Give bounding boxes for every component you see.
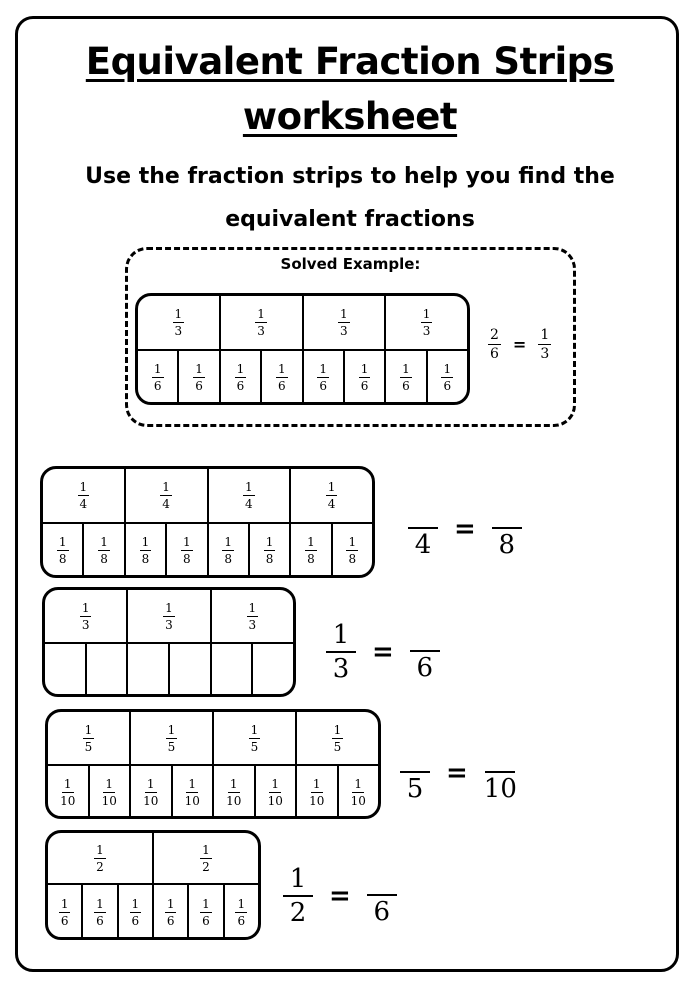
equation bbox=[326, 622, 440, 682]
denominator: 8 bbox=[182, 552, 191, 566]
solved-example-strip bbox=[135, 293, 470, 405]
numerator: 1 bbox=[167, 722, 176, 737]
blank-strip-cell bbox=[210, 644, 252, 696]
fraction-label bbox=[83, 724, 95, 753]
numerator: 1 bbox=[202, 896, 210, 911]
fraction-given bbox=[283, 866, 313, 926]
numerator: 1 bbox=[326, 622, 356, 653]
strip-cell bbox=[48, 885, 81, 939]
denominator: 3 bbox=[165, 617, 173, 632]
strip-cell bbox=[165, 524, 206, 577]
denominator: 8 bbox=[58, 552, 67, 566]
fraction-label bbox=[57, 536, 69, 565]
strip-cell bbox=[138, 296, 219, 349]
denominator: 3 bbox=[540, 346, 550, 362]
numerator: 1 bbox=[146, 776, 155, 791]
denominator: 3 bbox=[81, 617, 90, 632]
denominator: 6 bbox=[319, 379, 327, 393]
denominator: 10 bbox=[143, 793, 159, 808]
denominator: 2 bbox=[289, 898, 307, 928]
numerator: 1 bbox=[333, 722, 342, 737]
fraction-answer-blank bbox=[408, 500, 438, 558]
numerator: 1 bbox=[174, 307, 183, 321]
numerator: 1 bbox=[307, 535, 315, 549]
blank-strip-cell bbox=[45, 644, 85, 696]
strip-cell bbox=[343, 351, 384, 404]
fraction-given bbox=[538, 328, 551, 361]
numerator: 1 bbox=[141, 535, 150, 549]
fraction-label bbox=[173, 308, 185, 337]
fraction-label bbox=[400, 363, 412, 392]
denominator: 6 bbox=[166, 913, 175, 928]
numerator: 1 bbox=[277, 362, 286, 376]
fraction-label bbox=[222, 536, 234, 565]
strip-cell bbox=[187, 885, 222, 939]
denominator: 4 bbox=[327, 497, 336, 511]
fraction-label bbox=[332, 724, 344, 753]
numerator: 1 bbox=[182, 535, 191, 549]
numerator bbox=[410, 623, 440, 652]
fraction-label bbox=[130, 898, 142, 927]
denominator: 6 bbox=[402, 379, 410, 393]
strip-cell bbox=[124, 524, 165, 577]
fraction-label bbox=[243, 481, 255, 510]
strip-cell bbox=[212, 712, 295, 764]
numerator bbox=[408, 500, 438, 529]
fraction-label bbox=[255, 308, 267, 337]
numerator bbox=[485, 744, 515, 773]
fraction-label bbox=[359, 363, 371, 392]
fraction-label bbox=[346, 536, 358, 565]
strip-cell bbox=[223, 885, 258, 939]
strip-cell bbox=[210, 590, 293, 642]
denominator: 3 bbox=[174, 324, 183, 338]
numerator: 1 bbox=[283, 866, 313, 897]
denominator: 8 bbox=[141, 552, 150, 566]
strip-bottom-row bbox=[43, 522, 372, 577]
denominator: 8 bbox=[265, 552, 274, 566]
numerator: 1 bbox=[319, 362, 327, 376]
strip-top-row bbox=[43, 469, 372, 522]
denominator: 5 bbox=[333, 739, 342, 754]
numerator: 1 bbox=[237, 896, 246, 911]
numerator: 1 bbox=[312, 776, 321, 791]
fraction-strip-4 bbox=[45, 830, 261, 940]
fraction-label bbox=[185, 778, 200, 807]
strip-cell bbox=[248, 524, 289, 577]
numerator: 1 bbox=[96, 896, 104, 911]
fraction-label bbox=[249, 724, 261, 753]
strip-cell bbox=[43, 524, 82, 577]
fraction-label bbox=[421, 308, 433, 337]
strip-top-row bbox=[45, 590, 293, 642]
strip-cell bbox=[88, 766, 130, 818]
fraction-label bbox=[59, 898, 71, 927]
fraction-label bbox=[193, 363, 205, 392]
strip-cell bbox=[260, 351, 301, 404]
denominator: 10 bbox=[60, 793, 76, 808]
fraction-given bbox=[326, 622, 356, 682]
numerator: 1 bbox=[224, 535, 232, 549]
numerator: 1 bbox=[79, 480, 88, 494]
strip-cell bbox=[48, 766, 88, 818]
strip-cell bbox=[152, 833, 258, 883]
strip-cell bbox=[138, 351, 177, 404]
numerator bbox=[367, 867, 397, 896]
equals-sign: = bbox=[372, 637, 394, 667]
strip-cell bbox=[207, 524, 248, 577]
denominator: 5 bbox=[250, 739, 259, 754]
strip-cell bbox=[384, 351, 425, 404]
denominator: 6 bbox=[360, 379, 369, 393]
fraction-label bbox=[351, 778, 366, 807]
solved-example-label: Solved Example: bbox=[280, 255, 421, 273]
numerator: 1 bbox=[422, 307, 431, 321]
numerator bbox=[492, 500, 522, 529]
title-line-1: Equivalent Fraction Strips bbox=[85, 40, 615, 83]
strip-cell bbox=[289, 524, 330, 577]
denominator: 10 bbox=[184, 793, 200, 808]
numerator: 2 bbox=[490, 327, 499, 343]
strip-top-row bbox=[48, 712, 378, 764]
denominator: 6 bbox=[443, 379, 452, 393]
strip-cell bbox=[254, 766, 296, 818]
blank-strip-cell bbox=[85, 644, 127, 696]
numerator: 1 bbox=[348, 535, 357, 549]
strip-cell bbox=[129, 766, 171, 818]
fraction-label bbox=[309, 778, 324, 807]
fraction-label bbox=[264, 536, 276, 565]
numerator: 1 bbox=[100, 535, 108, 549]
numerator: 1 bbox=[63, 776, 72, 791]
fraction-label bbox=[163, 602, 175, 631]
denominator: 6 bbox=[490, 346, 499, 362]
fraction-label bbox=[60, 778, 75, 807]
numerator: 1 bbox=[443, 362, 452, 376]
denominator: 5 bbox=[167, 739, 176, 754]
equation bbox=[488, 328, 551, 361]
denominator: 6 bbox=[237, 913, 246, 928]
fraction-label bbox=[276, 363, 288, 392]
denominator: 6 bbox=[131, 913, 140, 928]
fraction-answer-blank bbox=[410, 623, 440, 681]
strip-cell bbox=[117, 885, 152, 939]
strip-cell bbox=[295, 766, 337, 818]
fraction-label bbox=[98, 536, 110, 565]
strip-bottom-row bbox=[45, 642, 293, 696]
denominator: 4 bbox=[79, 497, 88, 511]
denominator: 10 bbox=[483, 774, 517, 804]
numerator: 1 bbox=[81, 600, 90, 615]
fraction-label bbox=[80, 602, 92, 631]
strip-cell bbox=[212, 766, 254, 818]
fraction-label bbox=[140, 536, 152, 565]
denominator: 3 bbox=[340, 324, 348, 338]
denominator: 6 bbox=[96, 913, 104, 928]
strip-bottom-row bbox=[48, 764, 378, 818]
instructions-line-2: equivalent fractions bbox=[225, 207, 475, 232]
numerator: 1 bbox=[195, 362, 203, 376]
numerator: 1 bbox=[245, 480, 253, 494]
numerator: 1 bbox=[248, 600, 257, 615]
denominator: 5 bbox=[406, 774, 424, 804]
fraction-label bbox=[94, 844, 106, 873]
fraction-label bbox=[165, 898, 177, 927]
fraction-strip-3 bbox=[45, 709, 381, 819]
strip-cell bbox=[426, 351, 467, 404]
strip-cell bbox=[207, 469, 290, 522]
denominator: 3 bbox=[422, 324, 431, 338]
numerator: 1 bbox=[162, 480, 170, 494]
fraction-label bbox=[326, 481, 338, 510]
title-line-2: worksheet bbox=[242, 95, 458, 138]
strip-cell bbox=[82, 524, 123, 577]
numerator: 1 bbox=[166, 896, 175, 911]
numerator: 1 bbox=[131, 896, 140, 911]
fraction-label bbox=[152, 363, 164, 392]
numerator: 1 bbox=[402, 362, 410, 376]
numerator: 1 bbox=[360, 362, 369, 376]
numerator: 1 bbox=[60, 896, 69, 911]
strip-cell bbox=[337, 766, 379, 818]
fraction-answer-blank bbox=[367, 867, 397, 925]
strip-top-row bbox=[48, 833, 258, 883]
strip-cell bbox=[302, 351, 343, 404]
equals-sign: = bbox=[512, 335, 527, 354]
denominator: 4 bbox=[414, 530, 432, 560]
equation bbox=[283, 866, 397, 926]
denominator: 6 bbox=[373, 897, 391, 927]
fraction-label bbox=[247, 602, 259, 631]
fraction-label bbox=[166, 724, 178, 753]
denominator: 10 bbox=[101, 793, 117, 808]
strip-cell bbox=[124, 469, 207, 522]
fraction-label bbox=[268, 778, 283, 807]
strip-cell bbox=[81, 885, 116, 939]
strip-cell bbox=[289, 469, 372, 522]
fraction-label bbox=[441, 363, 453, 392]
denominator: 5 bbox=[84, 739, 93, 754]
fraction-label bbox=[235, 363, 247, 392]
fraction-label bbox=[226, 778, 241, 807]
fraction-strip-1 bbox=[40, 466, 375, 578]
denominator: 4 bbox=[162, 497, 170, 511]
fraction-label bbox=[102, 778, 117, 807]
fraction-answer-blank bbox=[492, 500, 522, 558]
denominator: 6 bbox=[195, 379, 203, 393]
numerator: 1 bbox=[327, 480, 336, 494]
equals-sign: = bbox=[454, 514, 476, 544]
strip-top-row bbox=[138, 296, 467, 349]
strip-bottom-row bbox=[48, 883, 258, 939]
strip-cell bbox=[152, 885, 187, 939]
denominator: 10 bbox=[350, 793, 366, 808]
denominator: 6 bbox=[416, 653, 434, 683]
strip-cell bbox=[43, 469, 124, 522]
denominator: 2 bbox=[96, 859, 104, 874]
numerator: 1 bbox=[250, 722, 259, 737]
denominator: 8 bbox=[498, 530, 516, 560]
denominator: 10 bbox=[267, 793, 283, 808]
denominator: 8 bbox=[224, 552, 232, 566]
numerator: 1 bbox=[265, 535, 274, 549]
fraction-label bbox=[143, 778, 158, 807]
fraction-label bbox=[160, 481, 172, 510]
instructions-line-1: Use the fraction strips to help you find the bbox=[85, 164, 615, 189]
numerator: 1 bbox=[540, 327, 550, 343]
fraction-label bbox=[305, 536, 317, 565]
strip-cell bbox=[219, 351, 260, 404]
strip-bottom-row bbox=[138, 349, 467, 404]
blank-strip-cell bbox=[126, 644, 168, 696]
fraction-label bbox=[78, 481, 90, 510]
denominator: 8 bbox=[100, 552, 108, 566]
denominator: 4 bbox=[245, 497, 253, 511]
numerator: 1 bbox=[84, 722, 93, 737]
fraction-answer-blank bbox=[400, 744, 430, 802]
fraction-strip-2 bbox=[42, 587, 296, 697]
denominator: 2 bbox=[202, 859, 210, 874]
strip-cell bbox=[384, 296, 467, 349]
fraction-label bbox=[200, 844, 212, 873]
denominator: 10 bbox=[226, 793, 242, 808]
numerator: 1 bbox=[271, 776, 280, 791]
denominator: 10 bbox=[309, 793, 325, 808]
fraction-label bbox=[200, 898, 212, 927]
denominator: 8 bbox=[348, 552, 357, 566]
strip-cell bbox=[171, 766, 213, 818]
numerator: 1 bbox=[165, 600, 173, 615]
numerator: 1 bbox=[229, 776, 238, 791]
denominator: 6 bbox=[153, 379, 162, 393]
fraction-label bbox=[338, 308, 350, 337]
numerator: 1 bbox=[340, 307, 348, 321]
equals-sign: = bbox=[446, 758, 468, 788]
strip-cell bbox=[331, 524, 372, 577]
denominator: 6 bbox=[60, 913, 69, 928]
strip-cell bbox=[177, 351, 218, 404]
numerator: 1 bbox=[188, 776, 197, 791]
strip-cell bbox=[219, 296, 302, 349]
fraction-label bbox=[317, 363, 329, 392]
numerator: 1 bbox=[202, 842, 210, 857]
denominator: 3 bbox=[248, 617, 257, 632]
numerator: 1 bbox=[354, 776, 363, 791]
strip-cell bbox=[126, 590, 209, 642]
strip-cell bbox=[48, 833, 152, 883]
numerator bbox=[400, 744, 430, 773]
equation bbox=[408, 500, 522, 558]
denominator: 3 bbox=[332, 654, 350, 684]
numerator: 1 bbox=[105, 776, 114, 791]
fraction-label bbox=[235, 898, 247, 927]
denominator: 6 bbox=[236, 379, 245, 393]
blank-strip-cell bbox=[168, 644, 210, 696]
numerator: 1 bbox=[96, 842, 104, 857]
fraction-given bbox=[488, 328, 501, 361]
fraction-label bbox=[94, 898, 106, 927]
fraction-label bbox=[181, 536, 193, 565]
equals-sign: = bbox=[329, 881, 351, 911]
denominator: 6 bbox=[277, 379, 286, 393]
denominator: 6 bbox=[202, 913, 210, 928]
strip-cell bbox=[129, 712, 212, 764]
numerator: 1 bbox=[153, 362, 162, 376]
denominator: 8 bbox=[307, 552, 315, 566]
numerator: 1 bbox=[58, 535, 67, 549]
strip-cell bbox=[48, 712, 129, 764]
strip-cell bbox=[302, 296, 385, 349]
denominator: 3 bbox=[257, 324, 265, 338]
equation bbox=[400, 744, 517, 802]
strip-cell bbox=[295, 712, 378, 764]
numerator: 1 bbox=[257, 307, 265, 321]
fraction-answer-blank bbox=[484, 744, 517, 802]
blank-strip-cell bbox=[251, 644, 293, 696]
strip-cell bbox=[45, 590, 126, 642]
numerator: 1 bbox=[236, 362, 245, 376]
